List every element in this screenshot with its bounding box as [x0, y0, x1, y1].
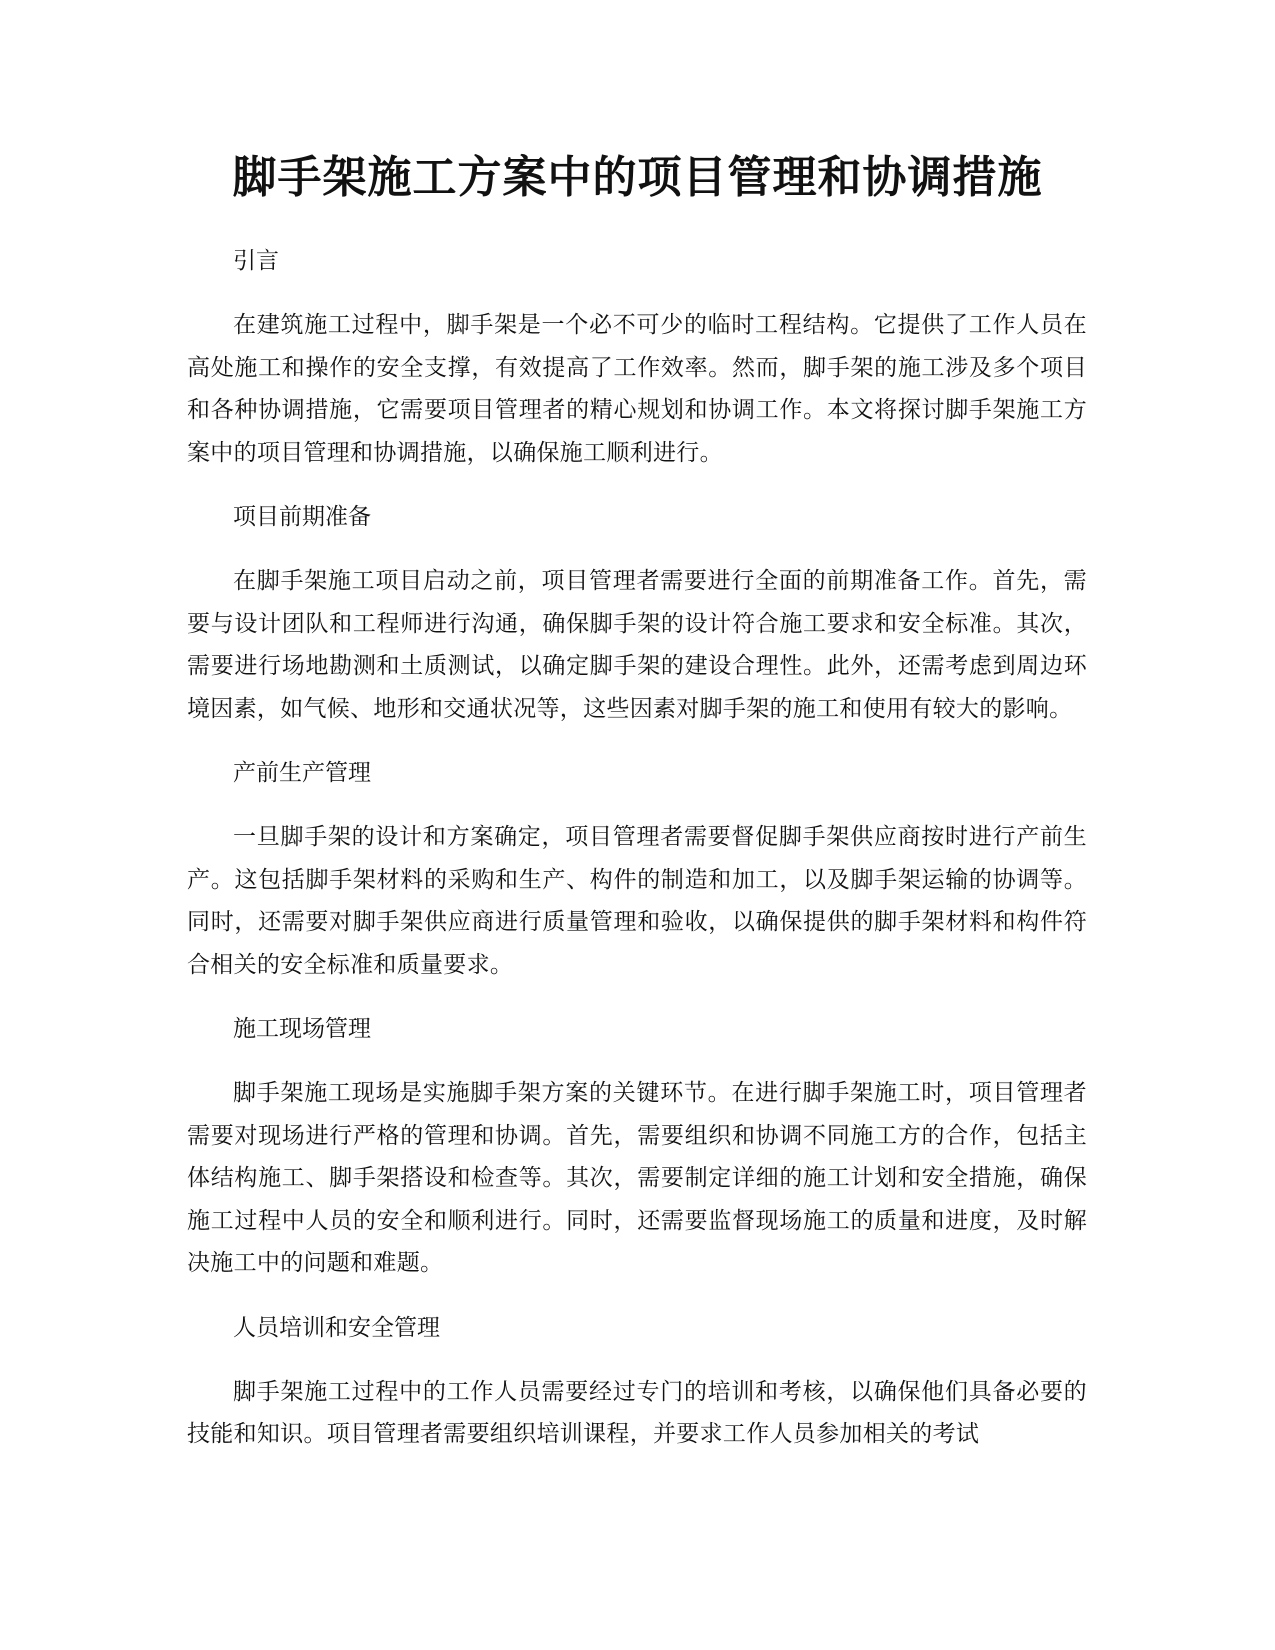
section-paragraph-site-management: 脚手架施工现场是实施脚手架方案的关键环节。在进行脚手架施工时，项目管理者需要对现场进行严格的管理和协调。首先，需要组织和协调不同施工方的合作，包括主体结构施工、脚手架搭设和检查等。其次，需要制定详细的施工计划和安全措施，确保施工过程中人员的安全和顺利进行。同时，还需要监督现场施工的质量和进度，及时解决施工中的问题和难题。	[187, 1080, 1087, 1276]
section-heading-training-safety: 人员培训和安全管理	[233, 1314, 440, 1341]
document-title: 脚手架施工方案中的项目管理和协调措施	[232, 152, 1043, 203]
section-paragraph-intro: 在建筑施工过程中，脚手架是一个必不可少的临时工程结构。它提供了工作人员在高处施工和操作的安全支撑，有效提高了工作效率。然而，脚手架的施工涉及多个项目和各种协调措施，它需要项目管理者的精心规划和协调工作。本文将探讨脚手架施工方案中的项目管理和协调措施，以确保施工顺利进行。	[187, 312, 1087, 466]
section-paragraph-preparation: 在脚手架施工项目启动之前，项目管理者需要进行全面的前期准备工作。首先，需要与设计团队和工程师进行沟通，确保脚手架的设计符合施工要求和安全标准。其次，需要进行场地勘测和土质测试，以确定脚手架的建设合理性。此外，还需考虑到周边环境因素，如气候、地形和交通状况等，这些因素对脚手架的施工和使用有较大的影响。	[187, 568, 1087, 722]
document-body	[187, 240, 1087, 1478]
section-heading-intro: 引言	[233, 248, 279, 274]
section-heading-preproduction: 产前生产管理	[233, 760, 371, 786]
section-heading-preparation: 项目前期准备	[233, 504, 371, 530]
section-paragraph-training-safety: 脚手架施工过程中的工作人员需要经过专门的培训和考核，以确保他们具备必要的技能和知识。项目管理者需要组织培训课程，并要求工作人员参加相关的考试	[187, 1378, 1087, 1447]
section-paragraph-preproduction: 一旦脚手架的设计和方案确定，项目管理者需要督促脚手架供应商按时进行产前生产。这包括脚手架材料的采购和生产、构件的制造和加工，以及脚手架运输的协调等。同时，还需要对脚手架供应商进行质量管理和验收，以确保提供的脚手架材料和构件符合相关的安全标准和质量要求。	[187, 824, 1087, 978]
section-heading-site-management: 施工现场管理	[233, 1016, 371, 1042]
